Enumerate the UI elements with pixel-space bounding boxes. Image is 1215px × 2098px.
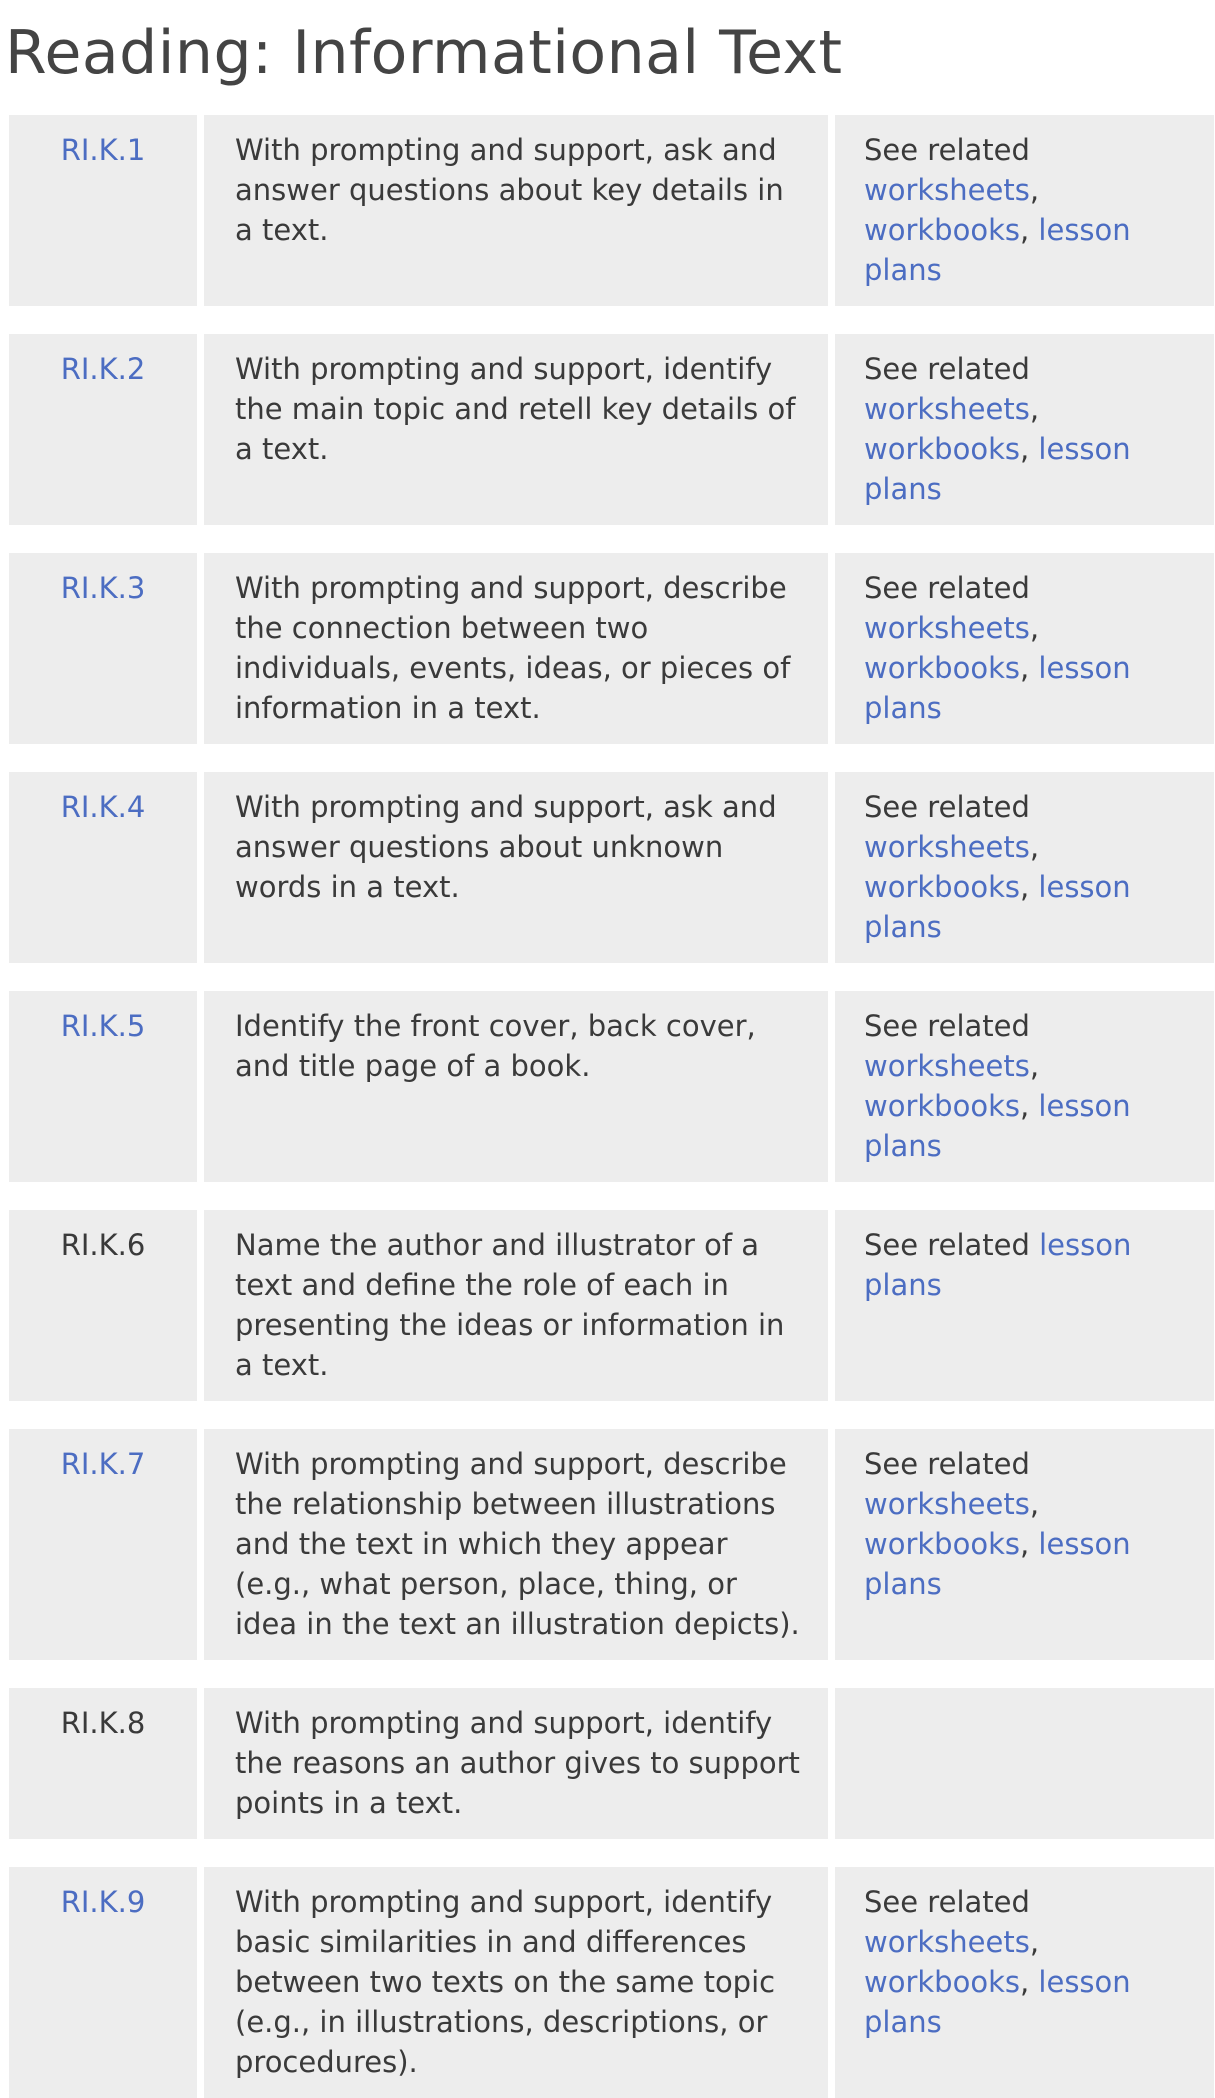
related-workbooks-link[interactable]: workbooks <box>864 213 1020 247</box>
standard-description-cell <box>204 334 828 525</box>
standard-code-link[interactable]: RI.K.9 <box>60 1885 146 1919</box>
related-lesson-plans-link[interactable]: lesson plans <box>864 651 1131 725</box>
standard-code-link[interactable]: RI.K.3 <box>60 571 146 605</box>
standard-description: With prompting and support, describe the relationship between illustrations and the text in which they appear (e.g., what person, place, thing, or idea in the text an illustration depicts). <box>235 1447 800 1641</box>
standards-table <box>9 115 1215 2098</box>
standard-description-cell <box>204 115 828 306</box>
related-worksheets-link[interactable]: worksheets <box>864 1049 1030 1083</box>
standard-description: With prompting and support, ask and answer questions about unknown words in a text. <box>235 790 777 904</box>
related-resources-cell <box>835 1210 1214 1401</box>
standard-description: With prompting and support, identify the main topic and retell key details of a text. <box>235 352 796 466</box>
standard-code-link[interactable]: RI.K.5 <box>60 1009 146 1043</box>
standard-row <box>9 115 1215 306</box>
standard-row <box>9 553 1215 744</box>
related-resources-cell: See related worksheets, workbooks, lesson plans <box>835 334 1214 525</box>
related-worksheets-link[interactable]: worksheets <box>864 830 1030 864</box>
see-related-label: See related <box>864 133 1030 167</box>
standard-code-cell <box>9 772 197 963</box>
related-lesson-plans-link[interactable]: lesson plans <box>864 432 1131 506</box>
standard-code-cell <box>9 334 197 525</box>
see-related-label: See related <box>864 1447 1030 1481</box>
related-lesson-plans-link[interactable]: lesson plans <box>864 1965 1131 2039</box>
see-related-label: See related <box>864 1009 1030 1043</box>
related-lesson-plans-link[interactable]: lesson plans <box>864 870 1131 944</box>
standard-code: RI.K.8 <box>60 1706 146 1740</box>
standard-description: With prompting and support, identify the reasons an author gives to support points in a text. <box>235 1706 800 1820</box>
related-worksheets-link[interactable]: worksheets <box>864 392 1030 426</box>
standard-code-link[interactable]: RI.K.1 <box>60 133 146 167</box>
standard-code-link[interactable]: RI.K.2 <box>60 352 146 386</box>
related-workbooks-link[interactable]: workbooks <box>864 1965 1020 1999</box>
standard-row <box>9 334 1215 525</box>
related-workbooks-link[interactable]: workbooks <box>864 432 1020 466</box>
standard-description-cell <box>204 1429 828 1660</box>
standard-description: With prompting and support, describe the connection between two individuals, events, ideas, or pieces of information in a text. <box>235 571 791 725</box>
related-worksheets-link[interactable]: worksheets <box>864 1925 1030 1959</box>
standard-description: Name the author and illustrator of a text and define the role of each in presenting the ideas or information in a text. <box>235 1228 785 1382</box>
related-resources-cell: See related worksheets, workbooks, lesson plans <box>835 772 1214 963</box>
standard-code: RI.K.6 <box>60 1228 146 1262</box>
related-workbooks-link[interactable]: workbooks <box>864 1527 1020 1561</box>
standard-description: With prompting and support, identify basic similarities in and differences between two texts on the same topic (e.g., in illustrations, descriptions, or procedures). <box>235 1885 776 2079</box>
related-resources-cell: See related worksheets, workbooks, lesson plans <box>835 115 1214 306</box>
related-resources-cell: See related worksheets, workbooks, lesson plans <box>835 991 1214 1182</box>
related-resources-cell: See related worksheets, workbooks, lesson plans <box>835 1867 1214 2098</box>
related-resources-cell: See related worksheets, workbooks, lesson plans <box>835 553 1214 744</box>
standard-code-cell <box>9 553 197 744</box>
related-resources-cell <box>835 1688 1214 1839</box>
standard-code-cell <box>9 1429 197 1660</box>
standard-description-cell <box>204 772 828 963</box>
related-workbooks-link[interactable]: workbooks <box>864 870 1020 904</box>
see-related-label: See related <box>864 790 1030 824</box>
standard-code-cell <box>9 1867 197 2098</box>
page-title: Reading: Informational Text <box>5 18 843 88</box>
standard-row <box>9 1867 1215 2098</box>
see-related-label: See related <box>864 571 1030 605</box>
standard-description: Identify the front cover, back cover, and title page of a book. <box>235 1009 756 1083</box>
standard-code-cell <box>9 1210 197 1401</box>
standard-code-cell <box>9 991 197 1182</box>
related-worksheets-link[interactable]: worksheets <box>864 611 1030 645</box>
related-worksheets-link[interactable]: worksheets <box>864 173 1030 207</box>
related-resources-cell: See related worksheets, workbooks, lesson plans <box>835 1429 1214 1660</box>
standard-code-cell <box>9 1688 197 1839</box>
related-lesson-plans-link[interactable]: lesson plans <box>864 1089 1131 1163</box>
standard-description-cell <box>204 1688 828 1839</box>
standard-description-cell <box>204 553 828 744</box>
standard-description-cell <box>204 1867 828 2098</box>
related-workbooks-link[interactable]: workbooks <box>864 651 1020 685</box>
standard-code-link[interactable]: RI.K.4 <box>60 790 146 824</box>
standard-row <box>9 1688 1215 1839</box>
related-workbooks-link[interactable]: workbooks <box>864 1089 1020 1123</box>
standard-row <box>9 1429 1215 1660</box>
see-related-label: See related <box>864 352 1030 386</box>
related-worksheets-link[interactable]: worksheets <box>864 1487 1030 1521</box>
standard-description-cell <box>204 991 828 1182</box>
see-related-label: See related <box>864 1885 1030 1919</box>
standard-description-cell <box>204 1210 828 1401</box>
standard-code-link[interactable]: RI.K.7 <box>60 1447 146 1481</box>
related-lesson-plans-link[interactable]: lesson plans <box>864 1228 1132 1302</box>
standard-code-cell <box>9 115 197 306</box>
standard-row <box>9 772 1215 963</box>
related-lesson-plans-link[interactable]: lesson plans <box>864 213 1131 287</box>
standard-row <box>9 991 1215 1182</box>
standard-description: With prompting and support, ask and answer questions about key details in a text. <box>235 133 784 247</box>
see-related-label: See related <box>864 1228 1030 1262</box>
standard-row <box>9 1210 1215 1401</box>
related-lesson-plans-link[interactable]: lesson plans <box>864 1527 1131 1601</box>
